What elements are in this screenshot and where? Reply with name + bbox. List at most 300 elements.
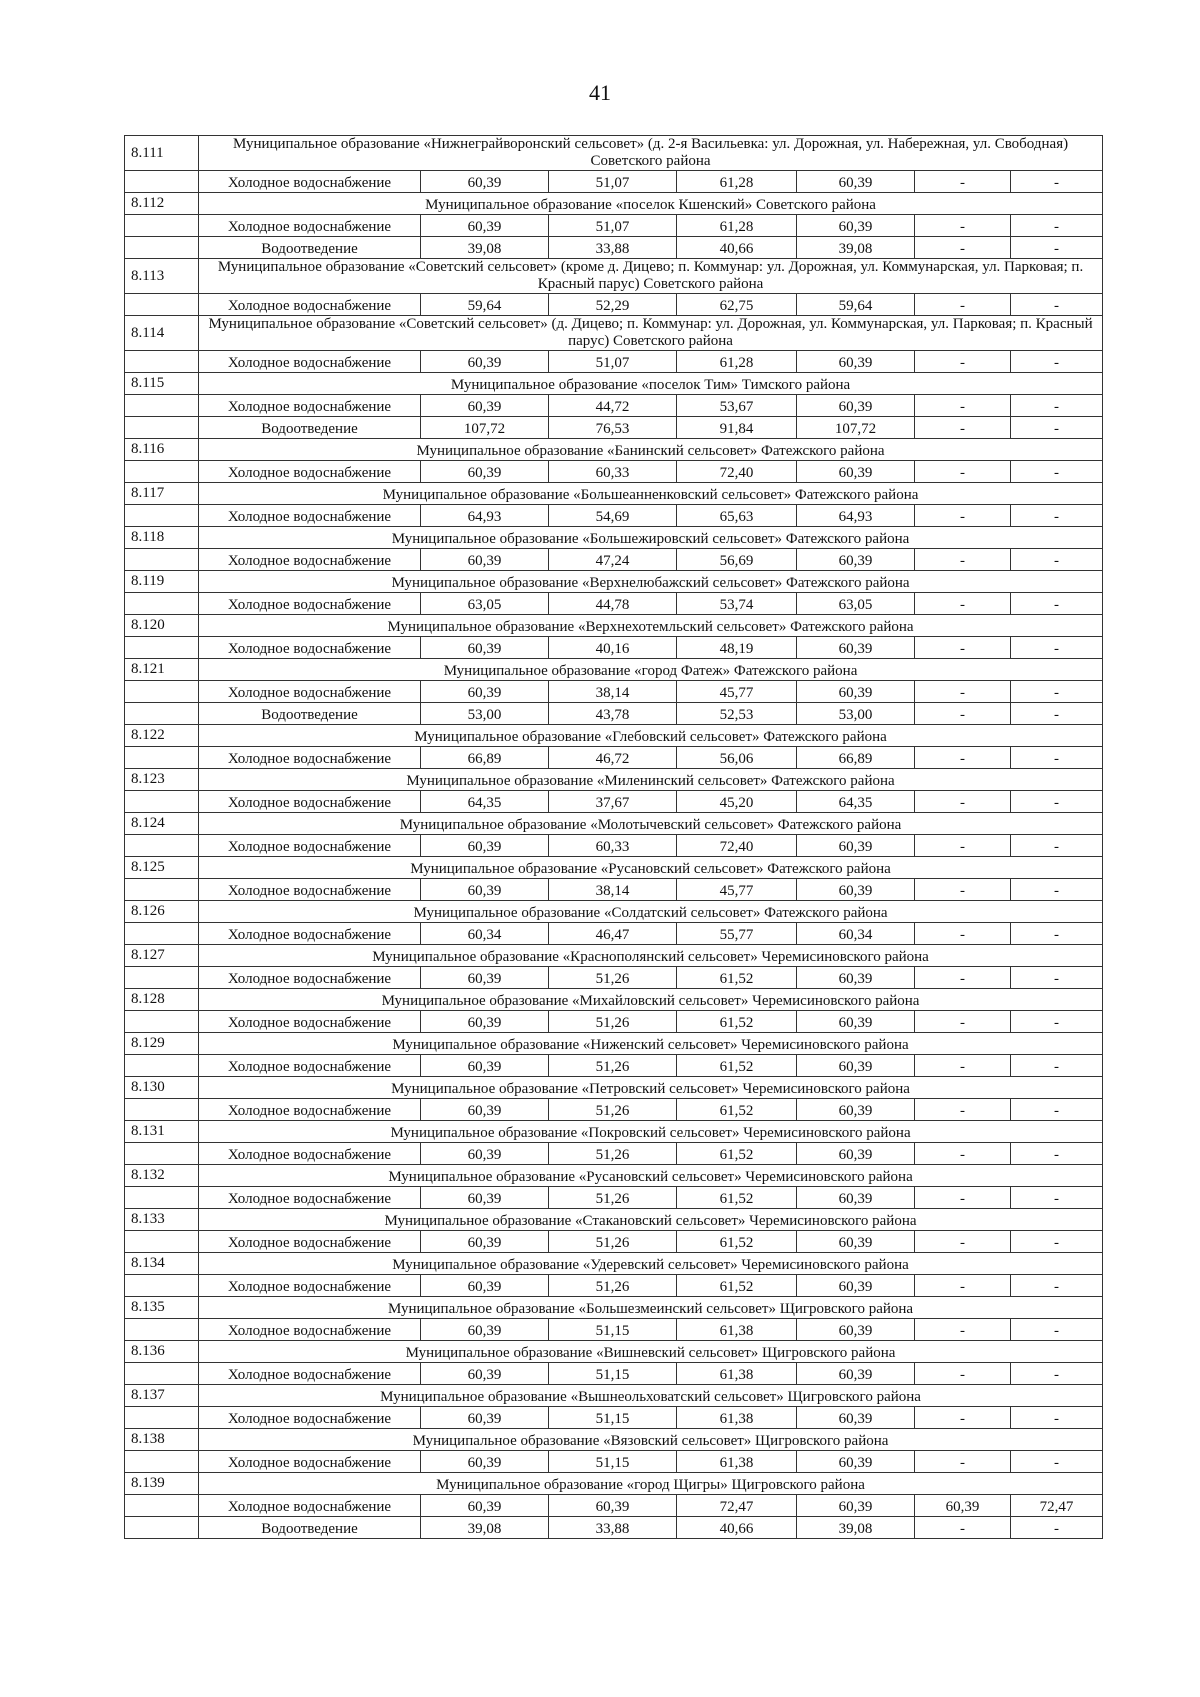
empty-code-cell bbox=[125, 1187, 199, 1209]
value-cell: 60,39 bbox=[797, 351, 915, 373]
value-cell: 66,89 bbox=[421, 747, 549, 769]
section-code: 8.115 bbox=[125, 373, 199, 395]
section-title: Муниципальное образование «Вишневский сельсовет» Щигровского района bbox=[199, 1341, 1103, 1363]
table-row bbox=[125, 294, 1103, 316]
value-cell: - bbox=[915, 395, 1011, 417]
value-cell: 60,39 bbox=[797, 1143, 915, 1165]
value-cell: 60,39 bbox=[421, 549, 549, 571]
value-cell: 51,26 bbox=[549, 1231, 677, 1253]
table-row bbox=[125, 1143, 1103, 1165]
table-row bbox=[125, 215, 1103, 237]
value-cell: 107,72 bbox=[421, 417, 549, 439]
service-name: Холодное водоснабжение bbox=[199, 549, 421, 571]
value-cell: 61,52 bbox=[677, 1143, 797, 1165]
section-code: 8.139 bbox=[125, 1473, 199, 1495]
section-code: 8.122 bbox=[125, 725, 199, 747]
section-code: 8.112 bbox=[125, 193, 199, 215]
value-cell: - bbox=[1011, 967, 1103, 989]
value-cell: - bbox=[1011, 1011, 1103, 1033]
table-row bbox=[125, 171, 1103, 193]
table-row bbox=[125, 1495, 1103, 1517]
section-title: Муниципальное образование «Солдатский сельсовет» Фатежского района bbox=[199, 901, 1103, 923]
value-cell: 60,39 bbox=[797, 1363, 915, 1385]
value-cell: 62,75 bbox=[677, 294, 797, 316]
value-cell: - bbox=[915, 1055, 1011, 1077]
value-cell: - bbox=[915, 1451, 1011, 1473]
empty-code-cell bbox=[125, 395, 199, 417]
value-cell: 60,39 bbox=[797, 215, 915, 237]
value-cell: 39,08 bbox=[797, 237, 915, 259]
value-cell: 60,39 bbox=[915, 1495, 1011, 1517]
value-cell: - bbox=[915, 681, 1011, 703]
table-row bbox=[125, 237, 1103, 259]
service-name: Холодное водоснабжение bbox=[199, 1187, 421, 1209]
table-row bbox=[125, 505, 1103, 527]
section-title-row bbox=[125, 1033, 1103, 1055]
section-title: Муниципальное образование «Стакановский сельсовет» Черемисиновского района bbox=[199, 1209, 1103, 1231]
service-name: Холодное водоснабжение bbox=[199, 835, 421, 857]
empty-code-cell bbox=[125, 835, 199, 857]
empty-code-cell bbox=[125, 879, 199, 901]
value-cell: 61,38 bbox=[677, 1319, 797, 1341]
table-row bbox=[125, 1319, 1103, 1341]
value-cell: - bbox=[915, 967, 1011, 989]
value-cell: 60,39 bbox=[797, 1011, 915, 1033]
service-name: Холодное водоснабжение bbox=[199, 1319, 421, 1341]
service-name: Холодное водоснабжение bbox=[199, 461, 421, 483]
value-cell: - bbox=[915, 549, 1011, 571]
value-cell: 61,52 bbox=[677, 1099, 797, 1121]
value-cell: 72,47 bbox=[677, 1495, 797, 1517]
section-title: Муниципальное образование «Молотычевский сельсовет» Фатежского района bbox=[199, 813, 1103, 835]
section-title: Муниципальное образование «Русановский сельсовет» Черемисиновского района bbox=[199, 1165, 1103, 1187]
table-row bbox=[125, 1011, 1103, 1033]
section-title: Муниципальное образование «Петровский сельсовет» Черемисиновского района bbox=[199, 1077, 1103, 1099]
value-cell: 43,78 bbox=[549, 703, 677, 725]
section-title-row bbox=[125, 193, 1103, 215]
value-cell: - bbox=[915, 747, 1011, 769]
value-cell: - bbox=[1011, 879, 1103, 901]
empty-code-cell bbox=[125, 417, 199, 439]
value-cell: 40,66 bbox=[677, 1517, 797, 1539]
value-cell: - bbox=[1011, 351, 1103, 373]
value-cell: - bbox=[915, 417, 1011, 439]
value-cell: 39,08 bbox=[421, 1517, 549, 1539]
service-name: Холодное водоснабжение bbox=[199, 1055, 421, 1077]
value-cell: 51,26 bbox=[549, 967, 677, 989]
value-cell: 52,53 bbox=[677, 703, 797, 725]
value-cell: - bbox=[1011, 1363, 1103, 1385]
value-cell: 51,07 bbox=[549, 351, 677, 373]
section-code: 8.132 bbox=[125, 1165, 199, 1187]
value-cell: 64,35 bbox=[421, 791, 549, 813]
section-title: Муниципальное образование «Банинский сельсовет» Фатежского района bbox=[199, 439, 1103, 461]
value-cell: 91,84 bbox=[677, 417, 797, 439]
value-cell: - bbox=[1011, 461, 1103, 483]
value-cell: 60,39 bbox=[797, 1275, 915, 1297]
section-code: 8.121 bbox=[125, 659, 199, 681]
section-title-row bbox=[125, 659, 1103, 681]
value-cell: 52,29 bbox=[549, 294, 677, 316]
table-row bbox=[125, 417, 1103, 439]
service-name: Холодное водоснабжение bbox=[199, 215, 421, 237]
value-cell: 45,77 bbox=[677, 681, 797, 703]
value-cell: 51,15 bbox=[549, 1319, 677, 1341]
value-cell: 61,52 bbox=[677, 1275, 797, 1297]
table-row bbox=[125, 967, 1103, 989]
value-cell: 61,28 bbox=[677, 171, 797, 193]
section-code: 8.130 bbox=[125, 1077, 199, 1099]
value-cell: 64,93 bbox=[797, 505, 915, 527]
empty-code-cell bbox=[125, 237, 199, 259]
empty-code-cell bbox=[125, 1231, 199, 1253]
value-cell: 60,39 bbox=[421, 681, 549, 703]
value-cell: - bbox=[915, 1143, 1011, 1165]
table-row bbox=[125, 1231, 1103, 1253]
value-cell: 37,67 bbox=[549, 791, 677, 813]
service-name: Холодное водоснабжение bbox=[199, 1407, 421, 1429]
section-title-row bbox=[125, 857, 1103, 879]
service-name: Холодное водоснабжение bbox=[199, 1143, 421, 1165]
value-cell: 39,08 bbox=[421, 237, 549, 259]
table-row bbox=[125, 879, 1103, 901]
empty-code-cell bbox=[125, 1055, 199, 1077]
section-title-row bbox=[125, 1341, 1103, 1363]
value-cell: 46,47 bbox=[549, 923, 677, 945]
section-code: 8.125 bbox=[125, 857, 199, 879]
value-cell: 60,39 bbox=[797, 1187, 915, 1209]
table-row bbox=[125, 351, 1103, 373]
empty-code-cell bbox=[125, 637, 199, 659]
value-cell: 66,89 bbox=[797, 747, 915, 769]
value-cell: - bbox=[1011, 1231, 1103, 1253]
section-title-row bbox=[125, 1385, 1103, 1407]
value-cell: 51,15 bbox=[549, 1451, 677, 1473]
empty-code-cell bbox=[125, 215, 199, 237]
value-cell: 60,34 bbox=[421, 923, 549, 945]
value-cell: - bbox=[915, 1187, 1011, 1209]
empty-code-cell bbox=[125, 505, 199, 527]
section-title: Муниципальное образование «Удеревский сельсовет» Черемисиновского района bbox=[199, 1253, 1103, 1275]
section-title: Муниципальное образование «Глебовский сельсовет» Фатежского района bbox=[199, 725, 1103, 747]
section-title-row bbox=[125, 483, 1103, 505]
value-cell: 72,40 bbox=[677, 461, 797, 483]
value-cell: 59,64 bbox=[421, 294, 549, 316]
value-cell: - bbox=[1011, 1319, 1103, 1341]
section-code: 8.120 bbox=[125, 615, 199, 637]
value-cell: - bbox=[915, 835, 1011, 857]
section-code: 8.113 bbox=[125, 259, 199, 294]
page-number: 41 bbox=[589, 80, 611, 105]
table-row bbox=[125, 923, 1103, 945]
section-title: Муниципальное образование «Вязовский сельсовет» Щигровского района bbox=[199, 1429, 1103, 1451]
value-cell: 40,66 bbox=[677, 237, 797, 259]
value-cell: - bbox=[1011, 215, 1103, 237]
value-cell: 60,39 bbox=[797, 395, 915, 417]
empty-code-cell bbox=[125, 1407, 199, 1429]
value-cell: 51,26 bbox=[549, 1099, 677, 1121]
value-cell: 60,39 bbox=[421, 1143, 549, 1165]
value-cell: 60,39 bbox=[421, 967, 549, 989]
service-name: Холодное водоснабжение bbox=[199, 879, 421, 901]
table-row bbox=[125, 835, 1103, 857]
value-cell: - bbox=[915, 1011, 1011, 1033]
value-cell: - bbox=[1011, 681, 1103, 703]
value-cell: - bbox=[1011, 747, 1103, 769]
section-code: 8.136 bbox=[125, 1341, 199, 1363]
section-title: Муниципальное образование «Русановский сельсовет» Фатежского района bbox=[199, 857, 1103, 879]
section-title-row bbox=[125, 316, 1103, 351]
value-cell: 48,19 bbox=[677, 637, 797, 659]
section-title-row bbox=[125, 439, 1103, 461]
section-code: 8.111 bbox=[125, 136, 199, 171]
value-cell: 38,14 bbox=[549, 879, 677, 901]
service-name: Холодное водоснабжение bbox=[199, 923, 421, 945]
empty-code-cell bbox=[125, 1451, 199, 1473]
section-code: 8.134 bbox=[125, 1253, 199, 1275]
value-cell: 60,39 bbox=[421, 215, 549, 237]
value-cell: - bbox=[1011, 417, 1103, 439]
value-cell: - bbox=[915, 1407, 1011, 1429]
value-cell: - bbox=[915, 461, 1011, 483]
service-name: Холодное водоснабжение bbox=[199, 351, 421, 373]
table-row bbox=[125, 681, 1103, 703]
service-name: Холодное водоснабжение bbox=[199, 294, 421, 316]
value-cell: 60,39 bbox=[421, 1011, 549, 1033]
section-title: Муниципальное образование «поселок Кшенский» Советского района bbox=[199, 193, 1103, 215]
value-cell: 60,39 bbox=[797, 967, 915, 989]
value-cell: - bbox=[1011, 294, 1103, 316]
value-cell: - bbox=[915, 505, 1011, 527]
value-cell: - bbox=[1011, 791, 1103, 813]
value-cell: 61,52 bbox=[677, 1187, 797, 1209]
value-cell: 51,26 bbox=[549, 1275, 677, 1297]
service-name: Холодное водоснабжение bbox=[199, 505, 421, 527]
empty-code-cell bbox=[125, 1517, 199, 1539]
service-name: Холодное водоснабжение bbox=[199, 681, 421, 703]
value-cell: 60,39 bbox=[797, 1099, 915, 1121]
section-title-row bbox=[125, 1473, 1103, 1495]
empty-code-cell bbox=[125, 1275, 199, 1297]
section-code: 8.135 bbox=[125, 1297, 199, 1319]
section-title: Муниципальное образование «Михайловский сельсовет» Черемисиновского района bbox=[199, 989, 1103, 1011]
section-title: Муниципальное образование «поселок Тим» Тимского района bbox=[199, 373, 1103, 395]
value-cell: - bbox=[1011, 1055, 1103, 1077]
section-title-row bbox=[125, 571, 1103, 593]
value-cell: - bbox=[915, 294, 1011, 316]
section-title-row bbox=[125, 1165, 1103, 1187]
value-cell: - bbox=[1011, 637, 1103, 659]
service-name: Холодное водоснабжение bbox=[199, 1099, 421, 1121]
table-row bbox=[125, 637, 1103, 659]
value-cell: 60,39 bbox=[797, 1495, 915, 1517]
section-title-row bbox=[125, 1253, 1103, 1275]
value-cell: 60,39 bbox=[421, 461, 549, 483]
value-cell: 61,52 bbox=[677, 1055, 797, 1077]
value-cell: - bbox=[1011, 1099, 1103, 1121]
value-cell: 60,39 bbox=[797, 1231, 915, 1253]
table-row bbox=[125, 461, 1103, 483]
table-row bbox=[125, 395, 1103, 417]
section-code: 8.133 bbox=[125, 1209, 199, 1231]
empty-code-cell bbox=[125, 351, 199, 373]
value-cell: 51,15 bbox=[549, 1363, 677, 1385]
table-row bbox=[125, 549, 1103, 571]
value-cell: 60,39 bbox=[421, 1231, 549, 1253]
value-cell: 60,39 bbox=[421, 395, 549, 417]
value-cell: 60,39 bbox=[797, 681, 915, 703]
table-row bbox=[125, 1407, 1103, 1429]
value-cell: 60,39 bbox=[421, 1451, 549, 1473]
value-cell: - bbox=[1011, 593, 1103, 615]
section-title: Муниципальное образование «Нижнеграйворонский сельсовет» (д. 2-я Васильевка: ул. Дорожная, ул. Набережная, ул. Свободная) Советского района bbox=[199, 136, 1103, 171]
value-cell: - bbox=[915, 637, 1011, 659]
table-body bbox=[125, 136, 1103, 1539]
value-cell: 60,39 bbox=[797, 1055, 915, 1077]
section-code: 8.123 bbox=[125, 769, 199, 791]
table-row bbox=[125, 1099, 1103, 1121]
section-code: 8.119 bbox=[125, 571, 199, 593]
value-cell: 51,26 bbox=[549, 1187, 677, 1209]
value-cell: 46,72 bbox=[549, 747, 677, 769]
service-name: Холодное водоснабжение bbox=[199, 171, 421, 193]
value-cell: - bbox=[1011, 1407, 1103, 1429]
value-cell: - bbox=[915, 1231, 1011, 1253]
section-title-row bbox=[125, 615, 1103, 637]
value-cell: 53,00 bbox=[797, 703, 915, 725]
value-cell: - bbox=[1011, 505, 1103, 527]
service-name: Холодное водоснабжение bbox=[199, 1495, 421, 1517]
section-title: Муниципальное образование «Вышнеольховатский сельсовет» Щигровского района bbox=[199, 1385, 1103, 1407]
value-cell: - bbox=[915, 351, 1011, 373]
value-cell: - bbox=[915, 879, 1011, 901]
value-cell: 60,39 bbox=[421, 879, 549, 901]
section-title-row bbox=[125, 1297, 1103, 1319]
section-title: Муниципальное образование «Верхнехотемльский сельсовет» Фатежского района bbox=[199, 615, 1103, 637]
value-cell: 51,26 bbox=[549, 1055, 677, 1077]
empty-code-cell bbox=[125, 1143, 199, 1165]
empty-code-cell bbox=[125, 1099, 199, 1121]
section-code: 8.131 bbox=[125, 1121, 199, 1143]
value-cell: 60,39 bbox=[797, 461, 915, 483]
value-cell: 60,39 bbox=[421, 835, 549, 857]
value-cell: - bbox=[1011, 1517, 1103, 1539]
section-title-row bbox=[125, 373, 1103, 395]
value-cell: 60,39 bbox=[421, 1187, 549, 1209]
value-cell: 56,69 bbox=[677, 549, 797, 571]
section-title: Муниципальное образование «Большежировский сельсовет» Фатежского района bbox=[199, 527, 1103, 549]
tariff-table bbox=[124, 135, 1103, 1539]
empty-code-cell bbox=[125, 703, 199, 725]
value-cell: 61,52 bbox=[677, 1011, 797, 1033]
value-cell: 76,53 bbox=[549, 417, 677, 439]
value-cell: 60,39 bbox=[421, 171, 549, 193]
value-cell: 60,39 bbox=[421, 1099, 549, 1121]
value-cell: 45,77 bbox=[677, 879, 797, 901]
section-code: 8.128 bbox=[125, 989, 199, 1011]
section-title-row bbox=[125, 1077, 1103, 1099]
value-cell: 72,40 bbox=[677, 835, 797, 857]
table-row bbox=[125, 1187, 1103, 1209]
value-cell: 60,39 bbox=[421, 1407, 549, 1429]
value-cell: - bbox=[1011, 549, 1103, 571]
service-name: Холодное водоснабжение bbox=[199, 1451, 421, 1473]
value-cell: 55,77 bbox=[677, 923, 797, 945]
value-cell: 53,74 bbox=[677, 593, 797, 615]
empty-code-cell bbox=[125, 1363, 199, 1385]
empty-code-cell bbox=[125, 923, 199, 945]
value-cell: 53,00 bbox=[421, 703, 549, 725]
value-cell: 60,39 bbox=[421, 1319, 549, 1341]
value-cell: - bbox=[915, 593, 1011, 615]
value-cell: - bbox=[1011, 1143, 1103, 1165]
value-cell: - bbox=[1011, 835, 1103, 857]
service-name: Холодное водоснабжение bbox=[199, 791, 421, 813]
value-cell: - bbox=[915, 1319, 1011, 1341]
value-cell: 61,38 bbox=[677, 1407, 797, 1429]
value-cell: 60,39 bbox=[421, 1275, 549, 1297]
section-title: Муниципальное образование «Покровский сельсовет» Черемисиновского района bbox=[199, 1121, 1103, 1143]
service-name: Холодное водоснабжение bbox=[199, 967, 421, 989]
service-name: Холодное водоснабжение bbox=[199, 1363, 421, 1385]
value-cell: - bbox=[1011, 923, 1103, 945]
value-cell: 45,20 bbox=[677, 791, 797, 813]
service-name: Холодное водоснабжение bbox=[199, 395, 421, 417]
value-cell: 60,39 bbox=[549, 1495, 677, 1517]
service-name: Холодное водоснабжение bbox=[199, 747, 421, 769]
value-cell: - bbox=[1011, 703, 1103, 725]
service-name: Холодное водоснабжение bbox=[199, 1231, 421, 1253]
section-code: 8.137 bbox=[125, 1385, 199, 1407]
value-cell: 64,93 bbox=[421, 505, 549, 527]
section-title: Муниципальное образование «Миленинский сельсовет» Фатежского района bbox=[199, 769, 1103, 791]
value-cell: - bbox=[1011, 1275, 1103, 1297]
value-cell: 60,33 bbox=[549, 461, 677, 483]
value-cell: 51,26 bbox=[549, 1143, 677, 1165]
section-title-row bbox=[125, 1209, 1103, 1231]
value-cell: 60,39 bbox=[797, 1319, 915, 1341]
value-cell: - bbox=[915, 1517, 1011, 1539]
value-cell: 51,07 bbox=[549, 215, 677, 237]
section-title-row bbox=[125, 527, 1103, 549]
table-row bbox=[125, 1275, 1103, 1297]
empty-code-cell bbox=[125, 171, 199, 193]
section-code: 8.129 bbox=[125, 1033, 199, 1055]
service-name: Водоотведение bbox=[199, 703, 421, 725]
value-cell: 63,05 bbox=[421, 593, 549, 615]
value-cell: 65,63 bbox=[677, 505, 797, 527]
value-cell: 56,06 bbox=[677, 747, 797, 769]
section-title-row bbox=[125, 259, 1103, 294]
empty-code-cell bbox=[125, 747, 199, 769]
value-cell: 40,16 bbox=[549, 637, 677, 659]
table-row bbox=[125, 703, 1103, 725]
section-title-row bbox=[125, 989, 1103, 1011]
value-cell: - bbox=[915, 237, 1011, 259]
section-title: Муниципальное образование «Ниженский сельсовет» Черемисиновского района bbox=[199, 1033, 1103, 1055]
value-cell: 60,39 bbox=[797, 1451, 915, 1473]
section-title: Муниципальное образование «город Щигры» Щигровского района bbox=[199, 1473, 1103, 1495]
section-code: 8.117 bbox=[125, 483, 199, 505]
value-cell: - bbox=[1011, 1187, 1103, 1209]
value-cell: 47,24 bbox=[549, 549, 677, 571]
service-name: Водоотведение bbox=[199, 417, 421, 439]
value-cell: 107,72 bbox=[797, 417, 915, 439]
section-title-row bbox=[125, 945, 1103, 967]
section-title-row bbox=[125, 769, 1103, 791]
empty-code-cell bbox=[125, 1319, 199, 1341]
empty-code-cell bbox=[125, 1495, 199, 1517]
